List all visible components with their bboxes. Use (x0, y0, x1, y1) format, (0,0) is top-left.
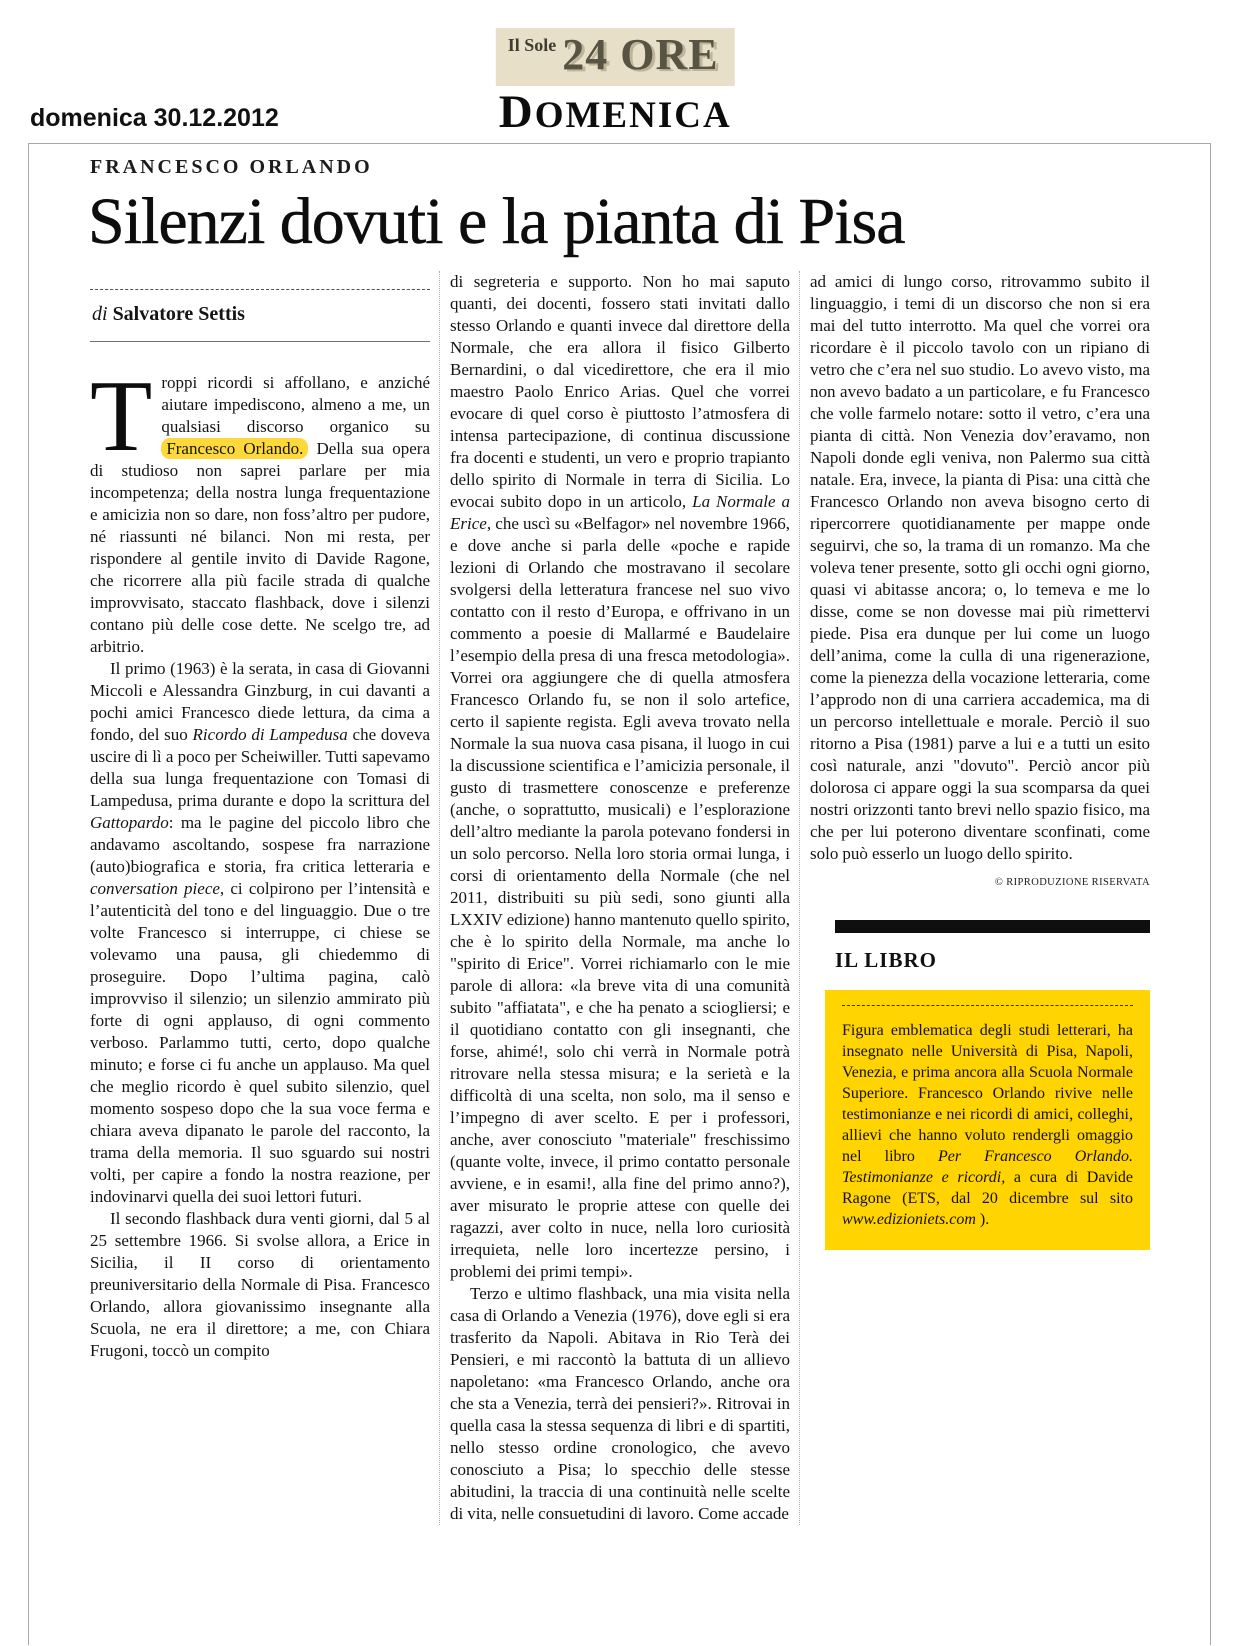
paragraph (450, 1283, 790, 1525)
supplement-name: DOMENICA (498, 85, 732, 138)
text-segment: Il secondo flashback dura venti giorni, dal 5 al 25 settembre 1966. Si svolse allora, a Erice in Sicilia, il II corso di orientamento preuniversitario della Normale di Pisa. Francesco Orlando, allora giovanissimo insegnante alla Scuola, ne era il direttore; a me, con Chiara Frugoni, toccò un compito (90, 1209, 430, 1360)
edition-date: domenica 30.12.2012 (30, 104, 279, 132)
column-1-text (90, 360, 430, 1362)
book-box-text (842, 1020, 1133, 1230)
text-segment: che doveva uscire di lì a poco per Scheiwiller. Tutti sapevamo della sua lunga frequentazione con Tomasi di Lampedusa, prima durante e dopo la scrittura del (90, 725, 430, 810)
text-segment: Della sua opera di studioso non saprei parlare per mia incompetenza; della nostra lunga frequentazione e amicizia non so dare, non foss’altro per pudore, né riassunti né bilanci. Non mi resta, per rispondere al gentile invito di Davide Ragone, che ricorrere alla più facile strada di qualche improvvisato, staccato flashback, dove i silenzi contano più delle cose dette. Ne scelgo tre, ad arbitrio. (90, 439, 430, 656)
book-box-title: IL LIBRO (835, 948, 937, 972)
paragraph (810, 271, 1150, 865)
column-2-text (450, 271, 790, 1525)
text-segment: ad amici di lungo corso, ritrovammo subito il linguaggio, i temi di un discorso che non si era mai del tutto interrotto. Ma quel che vorrei ora ricordare è il piccolo tavolo con un ripiano di vetro che c’era nel suo studio. Lo avevo visto, ma non avevo badato a un particolare, e fu Francesco che volle farmelo notare: sotto il vetro, c’era una pianta di città. Non Venezia dov’eravamo, non Napoli donde egli veniva, non Palermo sua città natale. Era, invece, la pianta di Pisa: una città che Francesco Orlando non aveva bisogno certo di ripercorrere quotidianamente per mappe onde seguirvi, che so, la trama di un romanzo. Ma che voleva tener presente, sotto gli occhi ogni giorno, quasi vi abitasse ancora; o, lo temeva e me lo disse, come se non dovesse mai più rimettervi piede. Pisa era dunque per lui come un luogo dell’anima, come la culla di una rigenerazione, come la pienezza della vocazione letteraria, come l’approdo non di una carriera accademica, ma di un percorso intellettuale e morale. Perciò il suo ritorno a Pisa (1981) parve a lui e a tutti un esito così naturale, anzi "dovuto". Perciò ancor più dolorosa ci appare oggi la sua scomparsa da quei nostri orizzonti tanto brevi nello spazio fisico, ma che per lui poterono diventare sconfinati, come solo può esserlo un luogo dello spirito. (810, 272, 1150, 863)
text-segment: La Normale a Erice (450, 492, 790, 533)
headline: Silenzi dovuti e la pianta di Pisa (88, 185, 905, 258)
text-segment: , che uscì su «Belfagor» nel novembre 1966, e dove anche si parla delle «poche e rapide lezioni di Orlando che mostravano il secolare svolgersi della letteratura francese nel suo vivo contatto con il resto d’Europa, e offrivano in un commento a poesie di Mallarmé e Baudelaire l’esempio della presa di una fresca metodologia». Vorrei ora aggiungere che di quella atmosfera Francesco Orlando fu, se non il solo artefice, certo il sapiente regista. Egli aveva trovato nella Normale la sua nuova casa pisana, il luogo in cui la discussione scientifica e l’amicizia personale, il gusto di trasmettere conoscenze e preferenze (anche, o soprattutto, musicali) e l’esplorazione dell’altro mediante la parola potevano fondersi in un solo percorso. Nella loro storia ormai lunga, i corsi di orientamento della Normale (che nel 2011, distribuiti su più sedi, sono giunti alla LXXIV edizione) hanno mantenuto quello spirito, che è lo spirito della Normale, ma anche lo "spirito di Erice". Vorrei richiamarlo con le mie parole di allora: «la breve vita di una comunità subito "affiatata", e che ha penato a sciogliersi; e il quotidiano contatto con gli insegnanti, che forse, ahimé!, solo chi verrà in Normale potrà ritrovare nella stessa misura; e la serietà e la difficoltà di una scelta, non solo, ma il senso e l’impegno di aver scelto. E per i professori, anche, aver conosciuto "materiale" freschissimo (quante volte, invece, il primo contatto personale avviene, e in esami!, alla fine del primo anno?), aver misurato le proprie attese con quelle dei ragazzi, aver colto in nuce, nella loro curiosità irrequieta, nelle loro incertezze persino, i problemi dei primi tempi». (450, 514, 790, 1281)
text-segment: roppi ricordi si affollano, e anziché aiutare impediscono, almeno a me, un qualsiasi discorso organico su (161, 373, 430, 436)
article-columns (90, 271, 1210, 1525)
book-box (825, 920, 1150, 1250)
paragraph (90, 1208, 430, 1362)
kicker: FRANCESCO ORLANDO (90, 156, 373, 178)
copyright-notice: © RIPRODUZIONE RISERVATA (994, 877, 1150, 888)
byline (90, 289, 430, 342)
paragraph (90, 658, 430, 1208)
text-segment: Per Francesco Orlando. Testimonianze e ricordi, (842, 1148, 1133, 1186)
drop-cap: T (90, 360, 153, 473)
text-segment: Gattopardo (90, 813, 169, 832)
text-segment: : ma le pagine del piccolo libro che andavamo ascoltando, sospese fra narrazione (auto)biografica e storia, fra critica letteraria e (90, 813, 430, 876)
text-segment: Figura emblematica degli studi letterari, ha insegnato nelle Università di Pisa, Napoli, Venezia, e prima ancora alla Scuola Normale Superiore. Francesco Orlando rivive nelle testimonianze e nei ricordi di amici, colleghi, allievi che hanno voluto rendergli omaggio nel libro (842, 1022, 1133, 1165)
il-sole-24-ore-logo (496, 28, 735, 86)
byline-author: Salvatore Settis (112, 303, 245, 325)
dashed-rule (842, 1005, 1133, 1006)
column-3 (799, 271, 1150, 1525)
text-segment: di segreteria e supporto. Non ho mai saputo quanti, dei docenti, fossero stati invitati dallo stesso Orlando e quanti invece dal direttore della Normale, che era allora il fisico Gilberto Bernardini, o dal vicedirettore, che era il mio maestro Paolo Enrico Arias. Quel che vorrei evocare di quel corso è piuttosto l’atmosfera di intensa partecipazione, di continua discussione fra docenti e studenti, un vero e proprio trapianto dello spirito di Normale in terra di Sicilia. Lo evocai subito dopo in un articolo, (450, 272, 790, 511)
text-segment: Terzo e ultimo flashback, una mia visita nella casa di Orlando a Venezia (1976), dove egli si era trasferito da Napoli. Abitava in Rio Terà dei Pensieri, e mi raccontò la battuta di un allievo napoletano: «ma Francesco Orlando, anche ora che sta a Venezia, terrà dei pensieri?». Ritrovai in quella casa la stessa sequenza di libri e di spartiti, nello stesso ordine cronologico, che avevo conosciuto a Pisa; lo specchio delle stesse abitudini, la traccia di una continuità nelle scelte di vita, nelle consuetudini di lavoro. Come accade (450, 1284, 790, 1523)
logo-il-sole-text: Il Sole (507, 35, 557, 55)
text-segment: Il primo (1963) è la serata, in casa di Giovanni Miccoli e Alessandra Ginzburg, in cui davanti a pochi amici Francesco diede lettura, da cima a fondo, del suo (90, 659, 430, 744)
logo-24-ore-text: 24 ORE (562, 30, 719, 79)
highlighted-text: Francesco Orlando. (161, 438, 308, 459)
section-bar (835, 920, 1150, 933)
paragraph (450, 271, 790, 1283)
byline-prefix: di (92, 303, 113, 325)
paragraph (90, 360, 430, 658)
text-segment: Ricordo di Lampedusa (192, 725, 348, 744)
book-box-body (825, 990, 1150, 1250)
masthead (496, 28, 735, 137)
text-segment: www.edizioniets.com (842, 1211, 976, 1228)
text-segment: conversation piece (90, 879, 220, 898)
text-segment: ). (975, 1211, 990, 1228)
column-3-text (810, 271, 1150, 865)
column-2 (439, 271, 790, 1525)
column-1 (90, 271, 430, 1525)
text-segment: a cura di Davide Ragone (ETS, dal 20 dicembre sul sito (842, 1169, 1134, 1207)
text-segment: , ci colpirono per l’intensità e l’autenticità del tono e del linguaggio. Due o tre volte Francesco si interruppe, ci chiese se volevamo una pausa, gli chiedemmo di proseguire. Dopo l’ultima pagina, calò improvviso il silenzio; un silenzio ammirato più forte di ogni applauso, di ogni commento verboso. Parlammo tutti, certo, dopo qualche minuto; e forse ci fu anche un applauso. Ma quel che meglio ricordo è quel subito silenzio, quel momento sospeso dopo che la sua voce ferma e chiara aveva dipanato le parole del racconto, la trama della memoria. Il suo sguardo sui nostri volti, per capire a fondo la nostra reazione, per indovinarvi quella dei suoi lettori futuri. (90, 879, 430, 1206)
article-frame (28, 143, 1211, 1645)
